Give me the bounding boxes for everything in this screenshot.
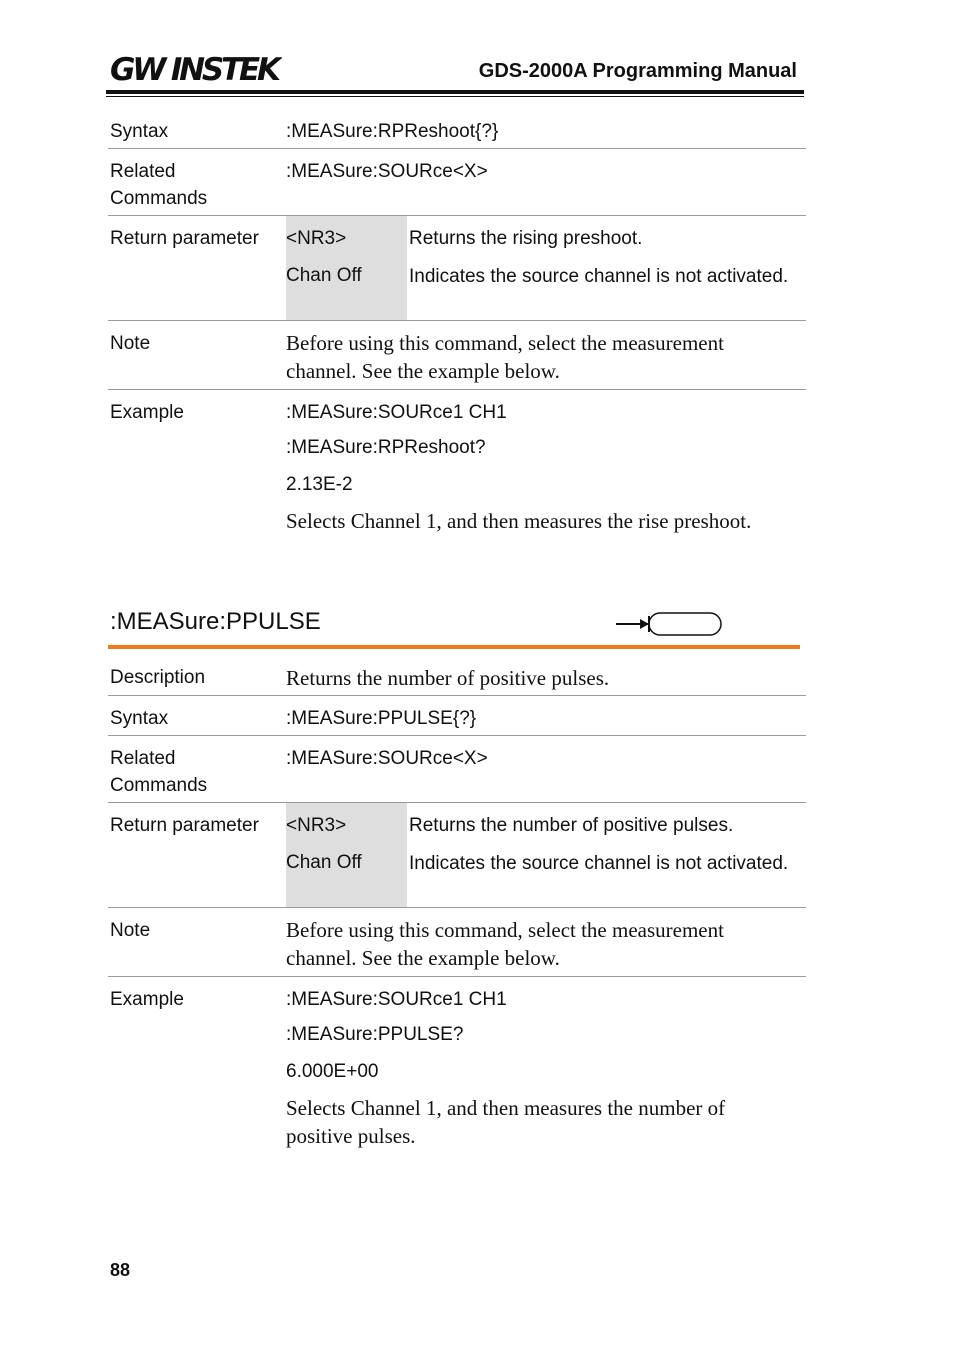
example-command-2: :MEASure:RPReshoot? — [286, 437, 486, 458]
manual-title: GDS-2000A Programming Manual — [478, 60, 797, 82]
example-description: Selects Channel 1, and then measures the number of positive pulses. — [286, 1096, 726, 1148]
note-text: Before using this command, select the measurement channel. See the example below. — [286, 331, 724, 383]
section-title: :MEASure:PPULSE — [110, 608, 321, 635]
return-desc-chan-off: Indicates the source channel is not activated. — [409, 266, 789, 287]
header-rule-thin — [106, 96, 804, 97]
row-divider — [108, 802, 806, 803]
return-param-chan-off: Chan Off — [286, 852, 362, 873]
example-label: Example — [110, 402, 184, 423]
syntax-label: Syntax — [110, 121, 169, 142]
page-number: 88 — [110, 1260, 131, 1280]
gw-instek-logo — [110, 52, 282, 84]
return-param-nr3: <NR3> — [286, 815, 347, 836]
return-param-nr3: <NR3> — [286, 228, 347, 249]
row-divider — [108, 907, 806, 908]
note-label: Note — [110, 333, 151, 354]
note-label: Note — [110, 920, 151, 941]
note-text: Before using this command, select the measurement channel. See the example below. — [286, 918, 724, 970]
example-command-1: :MEASure:SOURce1 CH1 — [286, 402, 507, 423]
row-divider — [108, 695, 806, 696]
row-divider — [108, 735, 806, 736]
return-desc-chan-off: Indicates the source channel is not activated. — [409, 853, 789, 874]
row-divider — [108, 389, 806, 390]
syntax-value: :MEASure:PPULSE{?} — [286, 708, 477, 729]
example-result: 2.13E-2 — [286, 474, 353, 495]
example-result: 6.000E+00 — [286, 1061, 379, 1082]
return-param-chan-off: Chan Off — [286, 265, 362, 286]
example-command-2: :MEASure:PPULSE? — [286, 1024, 464, 1045]
row-divider — [108, 976, 806, 977]
row-divider — [108, 320, 806, 321]
syntax-value: :MEASure:RPReshoot{?} — [286, 121, 499, 142]
related-label: Related Commands — [110, 748, 208, 796]
svg-text:GW INSTEK: GW INSTEK — [110, 52, 280, 84]
row-divider — [108, 148, 806, 149]
example-description: Selects Channel 1, and then measures the rise preshoot. — [286, 509, 752, 533]
related-label: Related Commands — [110, 161, 208, 209]
return-desc-nr3: Returns the number of positive pulses. — [409, 815, 734, 836]
related-value: :MEASure:SOURce<X> — [286, 161, 488, 182]
related-value: :MEASure:SOURce<X> — [286, 748, 488, 769]
example-label: Example — [110, 989, 184, 1010]
query-arrow-icon — [614, 610, 724, 640]
syntax-label: Syntax — [110, 708, 169, 729]
example-command-1: :MEASure:SOURce1 CH1 — [286, 989, 507, 1010]
return-parameter-label: Return parameter — [110, 815, 259, 836]
row-divider — [108, 215, 806, 216]
description-text: Returns the number of positive pulses. — [286, 666, 610, 690]
return-parameter-label: Return parameter — [110, 228, 259, 249]
section-rule — [108, 645, 800, 649]
description-label: Description — [110, 667, 206, 688]
return-desc-nr3: Returns the rising preshoot. — [409, 228, 643, 249]
header-rule — [106, 90, 804, 94]
